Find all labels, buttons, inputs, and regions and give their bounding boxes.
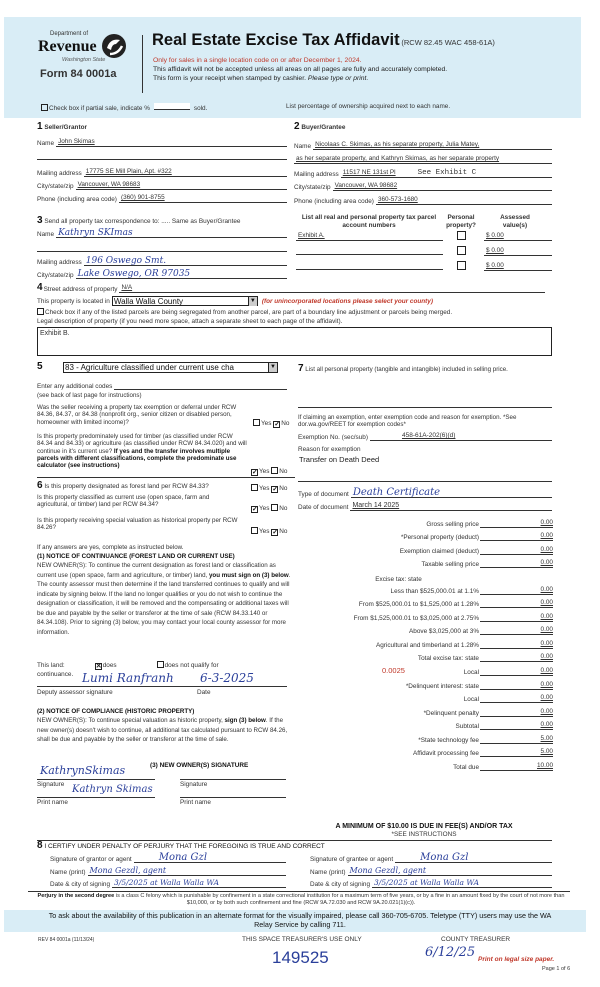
n1-text-b: . The county assessor must then determine if the land transferred continues to qualify and will indicate by signing below. If the land no longer qualifies or you do not wish to continue the designation or classification, it will be removed and the compensating or additional taxes will be due and payable by the seller or transferor at the time of sale (RCW 84.33.140 or 84.34.108). Prior to signing (3) below, you may contact your local county assessor for more information. bbox=[37, 571, 291, 636]
print-name-label: Print name bbox=[37, 799, 68, 806]
treasurer-date: 6/12/25 bbox=[425, 945, 476, 960]
fee-value[interactable]: 0.00 bbox=[480, 653, 553, 662]
yes-label: Yes bbox=[259, 528, 270, 535]
label: Mailing address bbox=[294, 171, 339, 178]
label: Enter any additional codes bbox=[37, 383, 113, 390]
label: Date of document bbox=[298, 504, 349, 511]
grantor-signature-field[interactable] bbox=[50, 854, 286, 863]
buyer-mail-note: See Exhibit C bbox=[417, 169, 477, 177]
fee-row bbox=[295, 694, 553, 703]
if-yes-note: If any answers are yes, complete as instructed below. bbox=[37, 544, 184, 551]
new-owner-print-name[interactable]: Kathryn Skimas bbox=[72, 784, 153, 795]
street-address-field[interactable] bbox=[37, 283, 545, 293]
no-label: No bbox=[281, 420, 290, 427]
fee-row bbox=[295, 667, 553, 676]
seller-title: Seller/Grantor bbox=[44, 124, 87, 131]
print-line bbox=[37, 797, 155, 798]
correspondence-heading-row: 3 Send all property tax correspondence to: ..... Same as Buyer/Grantee bbox=[37, 215, 241, 226]
does-label: does bbox=[102, 662, 117, 669]
date-label: Date bbox=[197, 689, 211, 696]
buyer-name-line2[interactable] bbox=[294, 155, 552, 164]
legal-label: Legal description of property (if you need more space, attach a separate sheet to each page of the affidavit). bbox=[37, 318, 343, 325]
form-citation: (RCW 82.45 WAC 458-61A) bbox=[401, 38, 495, 47]
fee-label: Taxable selling price bbox=[421, 561, 479, 568]
grantor-name-field[interactable] bbox=[50, 867, 286, 876]
grantor-date-field[interactable] bbox=[50, 879, 286, 888]
section-number: 5 bbox=[37, 361, 43, 372]
label: Date & city of signing bbox=[310, 881, 371, 888]
grantor-date-city[interactable]: 3/5/2025 at Walla Walla WA bbox=[112, 879, 286, 888]
parcel-number[interactable] bbox=[296, 247, 443, 255]
doc-date-value[interactable]: March 14 2025 bbox=[350, 502, 552, 511]
fee-label: *Personal property (deduct) bbox=[400, 534, 479, 541]
yes-checkbox-checked[interactable]: ✓ bbox=[252, 469, 258, 476]
segregated-row bbox=[37, 308, 452, 316]
assessor-signature[interactable]: Lumi Ranfranh bbox=[82, 671, 174, 685]
certify-statement: I CERTIFY UNDER PENALTY OF PERJURY THAT THE FOREGOING IS TRUE AND CORRECT bbox=[44, 843, 325, 850]
personal-property-line[interactable] bbox=[298, 407, 552, 408]
buyer-heading bbox=[294, 122, 345, 132]
yes-checkbox-checked[interactable]: ✓ bbox=[252, 506, 258, 513]
fee-label: Total excise tax: state bbox=[417, 655, 479, 662]
buyer-phone-field[interactable] bbox=[294, 196, 552, 205]
fee-value[interactable]: 0.00 bbox=[480, 681, 553, 690]
fee-label: Total due bbox=[453, 764, 479, 771]
section-number: 4 bbox=[37, 282, 43, 293]
corr-mail-value[interactable]: 196 Oswego Smt. bbox=[84, 257, 287, 266]
segregated-label: Check box if any of the listed parcels are being segregated from another parcel, are part of a boundary line adjustment or parcels being merged. bbox=[45, 309, 453, 316]
q2-answer bbox=[251, 467, 287, 476]
seller-phone-field[interactable] bbox=[37, 194, 287, 203]
yes-label: Yes bbox=[261, 420, 272, 427]
fee-row bbox=[295, 574, 553, 583]
page-number: Page 1 of 6 bbox=[542, 966, 571, 972]
buyer-name-field[interactable] bbox=[294, 141, 552, 150]
dor-logo bbox=[38, 30, 133, 90]
fee-value[interactable]: 5.00 bbox=[480, 748, 553, 757]
personal-col-header: Personal property? bbox=[446, 214, 476, 229]
assessor-sig-label: Deputy assessor signature bbox=[37, 689, 113, 696]
yes-label: Yes bbox=[259, 505, 270, 512]
revision-label: REV 84 0001a (11/13/24) bbox=[38, 937, 95, 943]
segregated-checkbox[interactable] bbox=[37, 308, 44, 315]
additional-codes-value[interactable] bbox=[114, 382, 287, 390]
divider bbox=[37, 477, 295, 478]
partial-sale-row bbox=[41, 103, 207, 112]
fee-row bbox=[295, 613, 553, 622]
additional-codes-field[interactable] bbox=[37, 382, 287, 390]
fee-value[interactable]: 0.00 bbox=[480, 708, 553, 717]
fee-value[interactable]: 10.00 bbox=[480, 762, 553, 771]
form-title: Real Estate Excise Tax Affidavit bbox=[152, 31, 400, 49]
county-treasurer-label: COUNTY TREASURER bbox=[441, 936, 511, 943]
seller-mail-value[interactable]: 17775 SE Mill Plain, Apt. #322 bbox=[84, 168, 287, 177]
fee-value[interactable]: 0.00 bbox=[480, 532, 553, 541]
county-selected: Walla Walla County bbox=[113, 296, 184, 306]
fee-row bbox=[295, 599, 553, 608]
notice-2-text: This form is your receipt when stamped by cashier. bbox=[153, 75, 306, 82]
buyer-mailing-field[interactable] bbox=[294, 169, 552, 178]
assessed-value-3[interactable] bbox=[484, 262, 552, 271]
parcel-row-1[interactable] bbox=[296, 232, 443, 241]
chevron-down-icon[interactable]: ▼ bbox=[248, 297, 257, 306]
n1-text-a: NEW OWNER(S): To continue the current designation as forest land or classification as current use (open space, farm and agriculture, or timber) land, bbox=[37, 562, 276, 579]
fee-label: *Delinquent interest: state bbox=[405, 683, 479, 690]
n2-text-b: . If the new owner(s) doesn't wish to continue, all additional tax calculated pursuant to RCW 84.26, shall be due and payable by the seller or transferor at the time of sale. bbox=[37, 717, 288, 743]
located-label: This property is located in bbox=[37, 297, 110, 305]
legal-value: Exhibit B. bbox=[40, 330, 70, 337]
no-checkbox-checked[interactable]: ✓ bbox=[272, 486, 279, 493]
exemption-no-field[interactable] bbox=[298, 432, 552, 441]
doc-date-field[interactable] bbox=[298, 502, 552, 511]
label: Name bbox=[37, 231, 55, 238]
yes-checkbox[interactable] bbox=[251, 527, 258, 534]
yes-checkbox[interactable] bbox=[253, 419, 260, 426]
assessed-col-header: Assessed value(s) bbox=[500, 214, 530, 229]
certify-row bbox=[37, 841, 325, 852]
parcel-number[interactable] bbox=[296, 262, 443, 270]
s6-q3-answer bbox=[251, 527, 287, 536]
seller-name2-value[interactable] bbox=[37, 152, 287, 160]
assessed-value[interactable]: $ 0.00 bbox=[484, 262, 552, 271]
assessed-value-2[interactable] bbox=[484, 247, 552, 256]
personal-property-prompt bbox=[298, 364, 550, 374]
parcel-row-2[interactable] bbox=[296, 247, 443, 255]
label: Phone (including area code) bbox=[294, 198, 374, 205]
chevron-down-icon[interactable]: ▼ bbox=[268, 363, 277, 372]
fee-value[interactable]: 0.00 bbox=[480, 613, 553, 622]
notice-2 bbox=[153, 75, 368, 82]
assessed-value[interactable]: $ 0.00 bbox=[484, 232, 552, 241]
grantor-name[interactable]: Mona Gezdl, agent bbox=[88, 867, 286, 876]
no-checkbox-checked[interactable]: ✓ bbox=[274, 421, 281, 428]
fee-value[interactable]: 0.00 bbox=[480, 586, 553, 595]
new-owner-signature-title: (3) NEW OWNER(S) SIGNATURE bbox=[150, 762, 249, 769]
buyer-city-value[interactable]: Vancouver, WA 98682 bbox=[333, 182, 552, 191]
no-checkbox-checked[interactable]: ✓ bbox=[272, 529, 279, 536]
notice-1: This affidavit will not be accepted unless all areas on all pages are fully and accurately completed. bbox=[153, 66, 448, 73]
dor-swoosh-icon bbox=[100, 32, 128, 60]
fee-value[interactable]: 5.00 bbox=[480, 735, 553, 744]
assessor-date[interactable]: 6-3-2025 bbox=[200, 671, 254, 685]
personal-property-checkbox[interactable] bbox=[457, 231, 466, 240]
forest-land-question: Is this property designated as forest land per RCW 84.33? bbox=[44, 483, 209, 490]
grantee-signature[interactable]: Mona Gzl bbox=[395, 854, 552, 863]
reason-line bbox=[298, 481, 552, 482]
partial-sold-label: sold. bbox=[193, 105, 208, 112]
section-number: 2 bbox=[294, 121, 300, 132]
fee-row bbox=[295, 653, 553, 662]
partial-sale-checkbox[interactable] bbox=[41, 104, 48, 111]
notice-compliance-text bbox=[37, 716, 293, 745]
grantee-signature-field[interactable] bbox=[310, 854, 552, 863]
corr-city-value[interactable]: Lake Oswego, OR 97035 bbox=[76, 270, 287, 279]
fee-row bbox=[295, 640, 553, 649]
label: Signature of grantee or agent bbox=[310, 856, 394, 863]
fee-row bbox=[295, 532, 553, 541]
buyer-city-field[interactable] bbox=[294, 182, 552, 191]
seller-phone-value[interactable]: (360) 901-8755 bbox=[119, 194, 287, 203]
fee-value[interactable]: 0.00 bbox=[480, 559, 553, 568]
fee-row bbox=[295, 559, 553, 568]
s6-q2-answer bbox=[251, 504, 287, 513]
fee-value[interactable]: 0.00 bbox=[480, 546, 553, 555]
fee-value[interactable]: 0.00 bbox=[480, 667, 553, 676]
does-checkbox-checked[interactable]: ✕ bbox=[95, 663, 102, 670]
form-title-row bbox=[152, 31, 495, 50]
see-instructions: *SEE INSTRUCTIONS bbox=[391, 831, 457, 838]
corr-name-field[interactable] bbox=[37, 229, 287, 238]
fee-label: Affidavit processing fee bbox=[413, 750, 479, 757]
fee-row bbox=[295, 721, 553, 730]
buyer-title: Buyer/Grantee bbox=[301, 124, 346, 131]
notice-2-italic: Please type or print. bbox=[307, 75, 369, 82]
s6-q1-answer bbox=[251, 484, 287, 493]
label: Exemption No. (sec/sub) bbox=[298, 434, 368, 441]
logo-state: Washington State bbox=[62, 57, 106, 63]
n1-bold: you must sign on (3) below bbox=[208, 571, 289, 579]
grantee-date-city[interactable]: 3/5/2025 at Walla Walla WA bbox=[372, 879, 552, 888]
correspondence-title: Send all property tax correspondence to: bbox=[44, 218, 160, 225]
new-owner-signature[interactable]: KathrynSkimas bbox=[40, 764, 126, 777]
same-as-buyer-label: Same as Buyer/Grantee bbox=[171, 218, 241, 225]
seller-mailing-field[interactable] bbox=[37, 168, 287, 177]
does-not-checkbox[interactable] bbox=[157, 661, 164, 668]
fee-label: Less than $525,000.01 at 1.1% bbox=[390, 588, 479, 595]
assessed-value[interactable]: $ 0.00 bbox=[484, 247, 552, 256]
fee-value[interactable]: 0.00 bbox=[480, 640, 553, 649]
county-select[interactable] bbox=[112, 296, 258, 306]
grantee-name-field[interactable] bbox=[310, 867, 552, 876]
perjury-bold: Perjury in the second degree bbox=[37, 893, 115, 899]
does-not-label: does not qualify for bbox=[164, 662, 219, 669]
label: Street address of property bbox=[43, 286, 118, 293]
logo-revenue: Revenue bbox=[38, 38, 97, 55]
use-code-selected: 83 - Agriculture classified under current use cha bbox=[65, 363, 234, 372]
buyer-name-value[interactable]: Nicolaas C. Skimas, as his separate property, Julia Matey, bbox=[313, 141, 552, 150]
fee-value[interactable]: 0.00 bbox=[480, 599, 553, 608]
grantor-signature[interactable]: Mona Gzl bbox=[134, 854, 286, 863]
label: City/state/zip bbox=[37, 272, 74, 279]
fee-label: Gross selling price bbox=[426, 521, 479, 528]
no-label: No bbox=[279, 485, 288, 492]
perjury-divider bbox=[28, 891, 570, 892]
corr-name-line2[interactable] bbox=[37, 244, 287, 252]
historical-question: Is this property receiving special valuation as historical property per RCW 84.26? bbox=[37, 517, 238, 532]
q-timber-agriculture bbox=[37, 433, 247, 469]
seller-heading bbox=[37, 122, 87, 132]
fee-label: *State technology fee bbox=[418, 737, 479, 744]
parcel-row-3[interactable] bbox=[296, 262, 443, 270]
personal-property-checkbox[interactable] bbox=[457, 261, 466, 270]
fee-label: Agricultural and timberland at 1.28% bbox=[375, 642, 479, 649]
parcel-col-header: List all real and personal property tax parcel account numbers bbox=[301, 214, 437, 229]
buyer-mail-text: 11517 NE 131st Pl bbox=[342, 169, 396, 176]
label: Signature of grantor or agent bbox=[50, 856, 132, 863]
notice-continuance-title: (1) NOTICE OF CONTINUANCE (FOREST LAND OR CURRENT USE) bbox=[37, 553, 235, 560]
fee-row bbox=[295, 519, 553, 528]
seller-name-value[interactable]: John Skimas bbox=[56, 138, 287, 147]
corr-name-value[interactable]: Kathryn SKImas bbox=[56, 229, 287, 238]
print-line-2 bbox=[180, 797, 286, 798]
ownership-note: List percentage of ownership acquired next to each name. bbox=[286, 103, 451, 110]
no-checkbox[interactable] bbox=[271, 467, 278, 474]
label: City/state/zip bbox=[294, 184, 331, 191]
fee-label: Above $3,025,000 at 3% bbox=[409, 628, 479, 635]
buyer-mail-value[interactable] bbox=[341, 169, 552, 178]
legal-description-box[interactable] bbox=[37, 327, 552, 356]
partial-sale-percent-input[interactable] bbox=[154, 103, 190, 110]
notice-red: Only for sales in a single location code on or after December 1, 2024. bbox=[153, 57, 362, 64]
assessor-sig-line bbox=[37, 686, 287, 687]
this-land-row bbox=[37, 661, 219, 670]
label: City/state/zip bbox=[37, 183, 74, 190]
yes-checkbox[interactable] bbox=[251, 484, 258, 491]
treasurer-use-label: THIS SPACE TREASURER'S USE ONLY bbox=[242, 936, 362, 943]
header-divider bbox=[142, 35, 143, 93]
seller-name-line2[interactable] bbox=[37, 152, 287, 160]
this-land-label: This land: bbox=[37, 662, 65, 669]
see-back-note: (see back of last page for instructions) bbox=[37, 392, 142, 399]
perjury-text: is a class C felony which is punishable by confinement in a state correctional institution for a maximum term of five years, or by a fine in an amount fixed by the court of not more than $10,000, or by both such confinement and fine (RCW 9A.72.030 and RCW 9A.20.021(1)(c)). bbox=[114, 893, 565, 906]
fee-row bbox=[295, 681, 553, 690]
street-value[interactable]: N/A bbox=[119, 284, 545, 293]
sig-line-2 bbox=[180, 779, 286, 780]
signature-label-2: Signature bbox=[180, 781, 208, 788]
q2-text: Is this property predominately used for timber (as classified under RCW 84.34 and 84.33) or agriculture (as classified under RCW 84.34.020) and will continue in it's current use? bbox=[37, 433, 247, 455]
fee-label: *Delinquent penalty bbox=[423, 710, 479, 717]
continuance-label: continuance. bbox=[37, 671, 74, 678]
grantee-date-field[interactable] bbox=[310, 879, 552, 888]
label: Date & city of signing bbox=[50, 881, 111, 888]
sig-line bbox=[37, 779, 155, 780]
fee-value[interactable]: 0.00 bbox=[480, 694, 553, 703]
s6-q1 bbox=[37, 481, 209, 492]
reason-label: Reason for exemption bbox=[298, 446, 361, 453]
personal-property-label: List all personal property (tangible and intangible) included in selling price. bbox=[305, 366, 508, 373]
label: Mailing address bbox=[37, 259, 82, 266]
fee-row bbox=[295, 762, 553, 771]
fee-value[interactable]: 0.00 bbox=[480, 626, 553, 635]
seller-city-field[interactable] bbox=[37, 181, 287, 190]
doc-type-value[interactable]: Death Certificate bbox=[351, 489, 552, 498]
parcel-number[interactable]: Exhibit A. bbox=[296, 232, 443, 241]
fee-row bbox=[295, 586, 553, 595]
section-number: 6 bbox=[37, 480, 43, 491]
partial-sale-label: Check box if partial sale, indicate % bbox=[49, 105, 150, 112]
corr-name2-value[interactable] bbox=[37, 244, 287, 252]
section-number: 3 bbox=[37, 215, 43, 226]
fee-row bbox=[295, 708, 553, 717]
receipt-number: 149525 bbox=[272, 948, 329, 967]
section-number: 7 bbox=[298, 363, 304, 374]
fee-row bbox=[295, 748, 553, 757]
fee-label: From $525,000.01 to $1,525,000 at 1.28% bbox=[358, 601, 479, 608]
q2-bold: If yes and the transfer involves multiple parcels with different classifications, complete the predominate use calculator (see instructions) bbox=[37, 447, 237, 470]
fee-value[interactable]: 0.00 bbox=[480, 721, 553, 730]
label: Phone (including area code) bbox=[37, 196, 117, 203]
county-note: (for unincorporated locations please select your county) bbox=[261, 297, 433, 305]
section-number: 8 bbox=[37, 840, 43, 851]
fee-label: From $1,525,000.01 to $3,025,000 at 2.75% bbox=[353, 615, 479, 622]
corr-mail-field[interactable] bbox=[37, 257, 287, 266]
label: Mailing address bbox=[37, 170, 82, 177]
grantee-name[interactable]: Mona Gezdl, agent bbox=[348, 867, 552, 876]
local-rate: 0.0025 bbox=[382, 666, 405, 675]
accessibility-notice: To ask about the availability of this publication in an alternate format for the visually impaired, please call 360-705-6705. Teletype (TTY) users may use the WA Relay Service by calling 711. bbox=[48, 911, 552, 929]
seller-name-field[interactable] bbox=[37, 138, 287, 147]
q1-answer bbox=[253, 419, 289, 428]
fee-row bbox=[295, 546, 553, 555]
n2-bold: sign (3) below bbox=[224, 717, 266, 724]
notice-continuance-text bbox=[37, 561, 293, 637]
logo-dept-of: Department of bbox=[50, 31, 89, 37]
no-label: No bbox=[279, 468, 288, 475]
no-label: No bbox=[279, 528, 288, 535]
exemption-no-value[interactable]: 458-61A-202(6)(d) bbox=[370, 432, 552, 441]
legal-paper-note: Print on legal size paper. bbox=[478, 956, 555, 963]
personal-property-checkbox[interactable] bbox=[457, 246, 466, 255]
notice-compliance-title: (2) NOTICE OF COMPLIANCE (HISTORIC PROPERTY) bbox=[37, 708, 195, 715]
fee-label: Subtotal bbox=[455, 723, 479, 730]
label: Name (print) bbox=[310, 869, 346, 876]
fee-label: Exemption claimed (deduct) bbox=[399, 548, 479, 555]
label: Name bbox=[294, 143, 312, 150]
yes-label: Yes bbox=[259, 468, 270, 475]
section-number: 1 bbox=[37, 121, 43, 132]
fee-value[interactable]: 0.00 bbox=[480, 519, 553, 528]
no-checkbox[interactable] bbox=[271, 504, 278, 511]
current-use-question: Is this property classified as current use (open space, farm and agricultural, or timber) land per RCW 84.34? bbox=[37, 494, 210, 509]
yes-label: Yes bbox=[259, 485, 270, 492]
n2-text-a: NEW OWNER(S): To continue special valuation as historic property, bbox=[37, 717, 223, 724]
assessed-value-1[interactable] bbox=[484, 232, 552, 241]
label: Type of document bbox=[298, 491, 349, 498]
label: Name (print) bbox=[50, 869, 86, 876]
label: Name bbox=[37, 140, 55, 147]
no-label: No bbox=[279, 505, 288, 512]
use-code-select[interactable] bbox=[63, 362, 278, 373]
perjury-notice bbox=[26, 893, 576, 906]
fee-row bbox=[295, 735, 553, 744]
fee-row bbox=[295, 626, 553, 635]
fee-label: Excise tax: state bbox=[375, 576, 422, 583]
fee-label: Local bbox=[463, 669, 479, 676]
exemption-intro: If claiming an exemption, enter exemption code and reason for exemption. *See dor.wa.gov/REET for exemption codes* bbox=[298, 414, 517, 429]
buyer-phone-value[interactable]: 360-573-1680 bbox=[376, 196, 552, 205]
form-number: Form 84 0001a bbox=[40, 68, 117, 80]
reason-value[interactable]: Transfer on Death Deed bbox=[299, 455, 380, 464]
buyer-name2-value[interactable]: as her separate property, and Kathryn Skimas, as her separate property bbox=[294, 155, 552, 164]
signature-label: Signature bbox=[37, 781, 65, 788]
print-name-label-2: Print name bbox=[180, 799, 211, 806]
doc-type-field[interactable] bbox=[298, 489, 552, 498]
q-exemption-deferral: Was the seller receiving a property tax exemption or deferral under RCW 84.36, 84.37, or 84.38 (nonprofit org., senior citizen or disabled person, homeowner with limited income)? bbox=[37, 404, 237, 426]
seller-city-value[interactable]: Vancouver, WA 98683 bbox=[76, 181, 287, 190]
corr-city-field[interactable] bbox=[37, 270, 287, 279]
fee-label: Local bbox=[463, 696, 479, 703]
minimum-due-note: A MINIMUM OF $10.00 IS DUE IN FEE(S) AND/OR TAX bbox=[335, 823, 513, 830]
county-row bbox=[37, 296, 433, 306]
